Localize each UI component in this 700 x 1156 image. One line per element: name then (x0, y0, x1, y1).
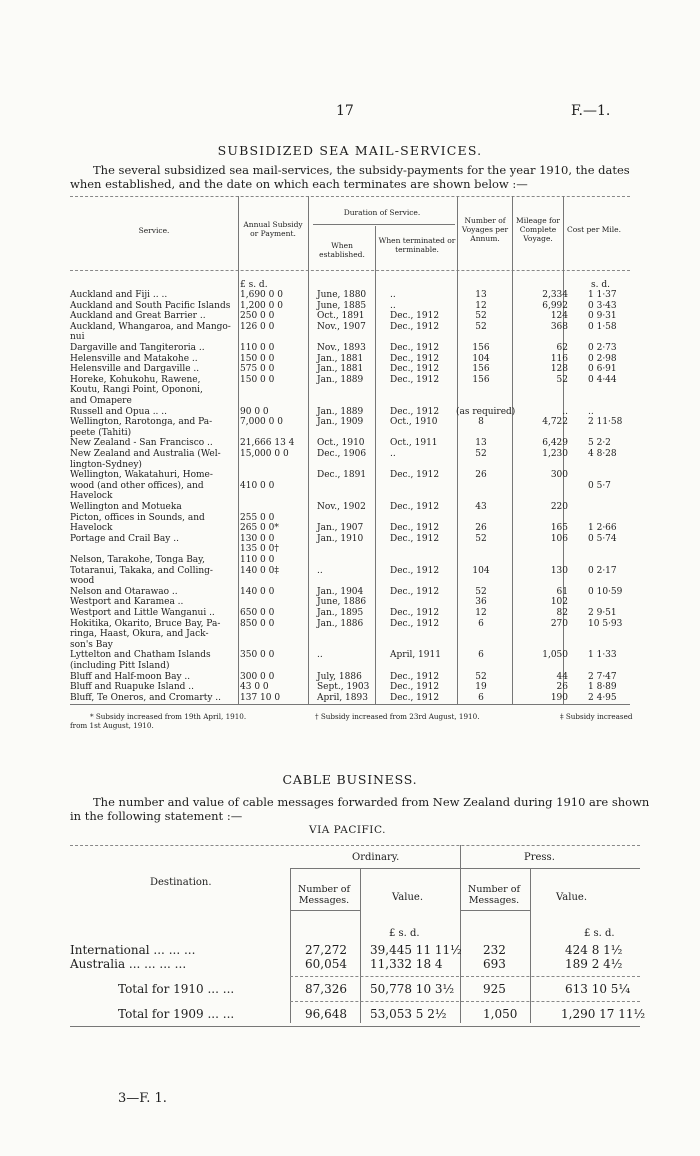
cell-term: Dec., 1912 (390, 321, 440, 332)
cell-voy: 104 (472, 565, 490, 576)
cell-service: Totaranui, Takaka, and Colling- (70, 565, 213, 576)
cell-subsidy: 130 0 0 (240, 533, 275, 544)
table-row (70, 449, 630, 459)
cell-term: Dec., 1912 (390, 374, 440, 385)
col-press-header: Press. (524, 852, 555, 863)
cell-voy: 6 (478, 618, 484, 629)
cell-subsidy: 650 0 0 (240, 608, 275, 618)
cell-est: July, 1886 (317, 671, 362, 682)
col-ord-num-header: Number of Messages. (298, 884, 350, 906)
cell-voy: 52 (475, 671, 487, 682)
cell-service: Westport and Karamea .. (70, 597, 184, 608)
cell-mil: 61 (556, 586, 568, 597)
table-row (70, 629, 630, 639)
table-row (70, 544, 630, 554)
cell-term: Dec., 1912 (390, 470, 440, 481)
total-1909-row: Total for 1909 ... ... 96,648 53,053 5 2½ 1,050 1,290 17 11½ (118, 1007, 646, 1021)
cell-est: Jan., 1881 (317, 353, 364, 364)
cell-term: Dec., 1912 (390, 533, 440, 544)
cell-est: Jan., 1886 (317, 618, 364, 629)
cell-mil: 130 (550, 565, 568, 576)
col-cost-header: Cost per Mile. (566, 225, 621, 234)
cell-term: Dec., 1912 (390, 364, 440, 375)
cell-service: Lyttelton and Chatham Islands (70, 650, 211, 661)
cell-voy: 52 (475, 321, 487, 332)
col-ordinary-header: Ordinary. (352, 852, 400, 863)
cell-mil: 1,230 (542, 449, 568, 459)
cell-voy: 36 (475, 597, 487, 608)
cell-voy: 12 (475, 608, 487, 618)
cell-cost: .. (588, 406, 594, 417)
cell-cost: 1 8·89 (588, 682, 617, 693)
cell-term: .. (390, 290, 396, 300)
cell-est: Oct., 1910 (317, 438, 365, 449)
cell-subsidy: 350 0 0 (240, 650, 275, 661)
cell-term: Dec., 1912 (390, 618, 440, 629)
cell-subsidy: 1,200 0 0 (240, 300, 283, 311)
cell-service: Havelock (70, 491, 113, 502)
cell-cost: 4 8·28 (588, 449, 617, 459)
cell-term: Dec., 1912 (390, 311, 440, 322)
cell-est: Jan., 1889 (317, 406, 364, 417)
cell-subsidy: 255 0 0 (240, 512, 275, 523)
cell-subsidy: 137 10 0 (240, 692, 281, 703)
footnote-increased: ‡ Subsidy increased (560, 712, 633, 721)
table-row (70, 343, 630, 353)
page-number: 17 (336, 103, 354, 119)
mail-title: SUBSIDIZED SEA MAIL-SERVICES. (217, 143, 483, 158)
total-1910-row: Total for 1910 ... ... 87,326 50,778 10 3½ 925 613 10 5¼ (118, 982, 631, 996)
table-row (70, 311, 630, 321)
cell-voy: 52 (475, 533, 487, 544)
cell-service: Russell and Opua .. .. (70, 406, 168, 417)
col-destination-header: Destination. (150, 877, 212, 888)
cell-service: Hokitika, Okarito, Bruce Bay, Pa- (70, 618, 221, 629)
table-row (70, 491, 630, 501)
table-bottom-rule (70, 704, 630, 705)
cell-service: Havelock (70, 523, 113, 534)
cell-est: Jan., 1895 (317, 608, 364, 618)
col-terminated-header: When terminated or terminable. (378, 236, 456, 254)
cell-mil: 2,334 (542, 290, 568, 300)
cell-cost: 0 5·74 (588, 533, 617, 544)
cell-term: Dec., 1912 (390, 565, 440, 576)
cell-est: Jan., 1907 (317, 523, 364, 534)
page-footer: 3—F. 1. (118, 1091, 167, 1106)
cell-service: Helensville and Matakohe .. (70, 353, 198, 364)
table-row (70, 693, 630, 703)
cell-mil: 6,992 (542, 300, 568, 311)
cable-intro-1: The number and value of cable messages forwarded from New Zealand during 1910 are shown (93, 795, 650, 809)
cell-subsidy: 90 0 0 (240, 406, 269, 417)
cell-service: Helensville and Dargaville .. (70, 364, 200, 375)
col-mileage-header: Mileage for Complete Voyage. (516, 216, 560, 243)
cell-voy: 12 (475, 300, 487, 311)
cell-subsidy: 15,000 0 0 (240, 449, 289, 459)
cell-cost: 2 11·58 (588, 417, 623, 428)
table-row (70, 661, 630, 671)
cable-title: CABLE BUSINESS. (282, 772, 418, 787)
col-subsidy-header: Annual Subsidy or Payment. (243, 220, 303, 238)
cable-subtitle: VIA PACIFIC. (309, 824, 386, 836)
cell-est: Nov., 1893 (317, 343, 366, 353)
table-row (70, 587, 630, 597)
cell-cost: 0 9·31 (588, 311, 617, 322)
cell-cost: 0 10·59 (588, 586, 623, 597)
table-top-rule (70, 196, 630, 197)
cell-subsidy: 135 0 0† (240, 544, 279, 555)
cell-service: Auckland, Whangaroa, and Mango- (70, 321, 231, 332)
cell-subsidy: 850 0 0 (240, 618, 275, 629)
cell-service: Bluff, Te Oneros, and Cromarty .. (70, 692, 222, 703)
cell-term: Oct., 1910 (390, 417, 438, 428)
cell-voy: 52 (475, 449, 487, 459)
table-row: Australia ... ... ... ... 60,054 11,332 18 4 693 189 2 4½ (70, 957, 623, 971)
cell-service: wood (70, 576, 95, 587)
cell-est: .. (317, 565, 323, 576)
cell-service: nui (70, 332, 85, 343)
cell-mil: 220 (550, 502, 568, 512)
cell-cost: 2 7·47 (588, 671, 617, 682)
cell-voy: 6 (478, 650, 484, 661)
table-row (70, 576, 630, 586)
cell-mil: 102 (550, 597, 568, 608)
cell-cost: 5 2·2 (588, 438, 611, 449)
table-row (70, 396, 630, 406)
cell-term: Dec., 1912 (390, 502, 440, 512)
cell-service: Nelson, Tarakohe, Tonga Bay, (70, 555, 205, 565)
cell-cost: 0 2·73 (588, 343, 617, 353)
cell-service: wood (and other offices), and (70, 480, 204, 491)
footnote-april: * Subsidy increased from 19th April, 1910. (90, 712, 247, 721)
cell-est: Nov., 1902 (317, 502, 366, 512)
table-row (70, 375, 630, 385)
subsidy-units: £ s. d. (240, 280, 268, 290)
table-row (70, 354, 630, 364)
mail-intro-2: when established, and the date on which each terminates are shown below :— (70, 177, 528, 191)
cell-voy: 52 (475, 311, 487, 322)
cell-service: Horeke, Kohukohu, Rawene, (70, 374, 201, 385)
cell-est: Oct., 1891 (317, 311, 365, 322)
cell-service: son's Bay (70, 639, 113, 650)
mail-intro-1: The several subsidized sea mail-services, the subsidy-payments for the year 1910, the dates (93, 163, 630, 177)
cell-mil: 124 (550, 311, 568, 322)
cell-mil: 106 (550, 533, 568, 544)
cell-est: Jan., 1909 (317, 417, 364, 428)
cell-term: April, 1911 (390, 650, 441, 661)
table-row (70, 555, 630, 565)
cell-mil: 62 (556, 343, 568, 353)
table-row (70, 502, 630, 512)
cell-voy: 19 (475, 682, 487, 693)
cell-voy: 26 (475, 470, 487, 481)
cell-service: (including Pitt Island) (70, 661, 170, 671)
cell-subsidy: 43 0 0 (240, 682, 269, 693)
cell-cost: 0 6·91 (588, 364, 617, 375)
cell-cost: 0 3·43 (588, 300, 617, 311)
cell-term: .. (390, 449, 396, 459)
cell-term: .. (390, 300, 396, 311)
cell-est: June, 1880 (317, 290, 367, 300)
cell-mil: 116 (550, 353, 568, 364)
cell-cost: 0 2·17 (588, 565, 617, 576)
table-row (70, 619, 630, 629)
press-value-units: £ s. d. (584, 928, 615, 939)
cell-mil: 190 (550, 692, 568, 703)
table-row (70, 682, 630, 692)
cell-service: Wellington and Motueka (70, 502, 182, 512)
col-press-value-header: Value. (556, 892, 588, 903)
cell-service: Nelson and Otarawao .. (70, 586, 178, 597)
cell-mil: 6,429 (542, 438, 568, 449)
cell-est: Sept., 1903 (317, 682, 370, 693)
cell-voy: 8 (478, 417, 484, 428)
cell-service: Koutu, Rangi Point, Opononi, (70, 385, 203, 396)
cell-subsidy: 7,000 0 0 (240, 417, 283, 428)
cell-service: Auckland and South Pacific Islands (70, 300, 231, 311)
table-row (70, 513, 630, 523)
cell-subsidy: 21,666 13 4 (240, 438, 295, 449)
cell-est: .. (317, 650, 323, 661)
cell-cost: 0 5·7 (588, 480, 611, 491)
cell-service: peete (Tahiti) (70, 427, 132, 438)
cell-est: Dec., 1891 (317, 470, 367, 481)
table-row (70, 332, 630, 342)
table-row (70, 460, 630, 470)
cell-mil: 1,050 (542, 650, 568, 661)
table-row (70, 301, 630, 311)
table-row (70, 523, 630, 533)
cell-subsidy: 140 0 0‡ (240, 565, 279, 576)
cell-service: ringa, Haast, Okura, and Jack- (70, 629, 209, 640)
cell-service: Auckland and Fiji .. .. (70, 290, 168, 300)
cell-voy: 43 (475, 502, 487, 512)
cell-subsidy: 140 0 0 (240, 586, 275, 597)
cell-voy: 156 (472, 343, 490, 353)
cell-subsidy: 575 0 0 (240, 364, 275, 375)
cell-service: Bluff and Ruapuke Island .. (70, 682, 195, 693)
table-row (70, 417, 630, 427)
cell-voy: 156 (472, 374, 490, 385)
cell-mil: 4,722 (542, 417, 568, 428)
cost-units: s. d. (591, 280, 610, 290)
cell-service: Bluff and Half-moon Bay .. (70, 671, 191, 682)
cell-cost: 0 4·44 (588, 374, 617, 385)
cell-service: New Zealand - San Francisco .. (70, 438, 213, 449)
col-duration-header: Duration of Service. (343, 208, 421, 217)
col-voyages-header: Number of Voyages per Annum. (461, 216, 509, 243)
footnote-from-august: from 1st August, 1910. (70, 721, 154, 730)
cell-service: New Zealand and Australia (Wel- (70, 449, 221, 459)
cell-service: Wellington, Rarotonga, and Pa- (70, 417, 213, 428)
table-row (70, 481, 630, 491)
cell-term: Dec., 1912 (390, 608, 440, 618)
table-row (70, 608, 630, 618)
cell-subsidy: 110 0 0 (240, 555, 275, 565)
cell-est: Jan., 1881 (317, 364, 364, 375)
cell-est: Jan., 1889 (317, 374, 364, 385)
footnote-august: † Subsidy increased from 23rd August, 1910. (315, 712, 480, 721)
table-row (70, 385, 630, 395)
cell-term: Dec., 1912 (390, 523, 440, 534)
cell-voy: 13 (475, 290, 487, 300)
cell-voy: 104 (472, 353, 490, 364)
cell-term: Dec., 1912 (390, 586, 440, 597)
cell-mil: 52 (556, 374, 568, 385)
cell-mil: 82 (556, 608, 568, 618)
table-row (70, 322, 630, 332)
cell-service: Wellington, Wakatahuri, Home- (70, 470, 213, 481)
cell-est: Nov., 1907 (317, 321, 366, 332)
cell-subsidy: 265 0 0* (240, 523, 279, 534)
cell-service: Portage and Crail Bay .. (70, 533, 179, 544)
duration-rule (313, 224, 455, 225)
cell-cost: 0 1·58 (588, 321, 617, 332)
cell-voy: 26 (475, 523, 487, 534)
cell-mil: 128 (550, 364, 568, 375)
cell-cost: 1 1·33 (588, 650, 617, 661)
cell-est: June, 1885 (317, 300, 367, 311)
cell-term: Dec., 1912 (390, 692, 440, 703)
header-bottom-rule (70, 270, 630, 271)
table-row (70, 672, 630, 682)
cell-cost: 0 2·98 (588, 353, 617, 364)
cell-est: Dec., 1906 (317, 449, 367, 459)
cell-subsidy: 1,690 0 0 (240, 290, 283, 300)
cell-est: Jan., 1904 (317, 586, 364, 597)
cell-service: and Omapere (70, 396, 132, 406)
cell-voy: 6 (478, 692, 484, 703)
cell-term: Dec., 1912 (390, 682, 440, 693)
cell-voy: (as required) (456, 406, 516, 417)
cell-term: Oct., 1911 (390, 438, 438, 449)
cell-subsidy: 150 0 0 (240, 353, 275, 364)
cell-service: lington-Sydney) (70, 459, 142, 470)
cell-term: Dec., 1912 (390, 671, 440, 682)
cell-subsidy: 250 0 0 (240, 311, 275, 322)
cell-service: Westport and Little Wanganui .. (70, 608, 215, 618)
cell-subsidy: 126 0 0 (240, 321, 275, 332)
cell-cost: 1 1·37 (588, 290, 617, 300)
cell-service: Picton, offices in Sounds, and (70, 512, 205, 523)
page-reference: F.—1. (571, 103, 611, 119)
cell-mil: 44 (556, 671, 568, 682)
table-row (70, 597, 630, 607)
cell-cost: 1 2·66 (588, 523, 617, 534)
cell-voy: 13 (475, 438, 487, 449)
cell-mil: 270 (550, 618, 568, 629)
table-row (70, 364, 630, 374)
cell-subsidy: 300 0 0 (240, 671, 275, 682)
col-ord-value-header: Value. (392, 892, 424, 903)
table-row: International ... ... ... 27,272 39,445 11 11½ 232 424 8 1½ (70, 943, 623, 957)
cell-mil: 165 (550, 523, 568, 534)
ord-value-units: £ s. d. (389, 928, 420, 939)
cell-subsidy: 150 0 0 (240, 374, 275, 385)
cell-voy: 52 (475, 586, 487, 597)
cable-intro-2: in the following statement :— (70, 809, 243, 823)
cell-voy: 156 (472, 364, 490, 375)
cell-service: Auckland and Great Barrier .. (70, 311, 206, 322)
col-press-num-header: Number of Messages. (468, 884, 520, 906)
cell-service: Dargaville and Tangiteroria .. (70, 343, 205, 353)
cell-term: Dec., 1912 (390, 406, 440, 417)
table-row (70, 534, 630, 544)
cell-cost: 2 9·51 (588, 608, 617, 618)
table-row (70, 290, 630, 300)
cell-est: June, 1886 (317, 597, 367, 608)
cell-term: Dec., 1912 (390, 353, 440, 364)
table-row (70, 640, 630, 650)
cell-cost: 2 4·95 (588, 692, 617, 703)
table-row (70, 650, 630, 660)
cell-subsidy: 410 0 0 (240, 480, 275, 491)
cell-mil: .. (562, 406, 568, 417)
cell-subsidy: 110 0 0 (240, 343, 275, 353)
cell-term: Dec., 1912 (390, 343, 440, 353)
table-row (70, 407, 630, 417)
table-row (70, 428, 630, 438)
table-row (70, 438, 630, 448)
table-row (70, 470, 630, 480)
col-service-header: Service. (138, 226, 170, 235)
cell-mil: 26 (556, 682, 568, 693)
cell-est: Jan., 1910 (317, 533, 364, 544)
cell-mil: 368 (550, 321, 568, 332)
table-row (70, 566, 630, 576)
cell-est: April, 1893 (317, 692, 368, 703)
cell-mil: 300 (550, 470, 568, 481)
cell-cost: 10 5·93 (588, 618, 623, 629)
col-established-header: When established. (319, 241, 365, 259)
